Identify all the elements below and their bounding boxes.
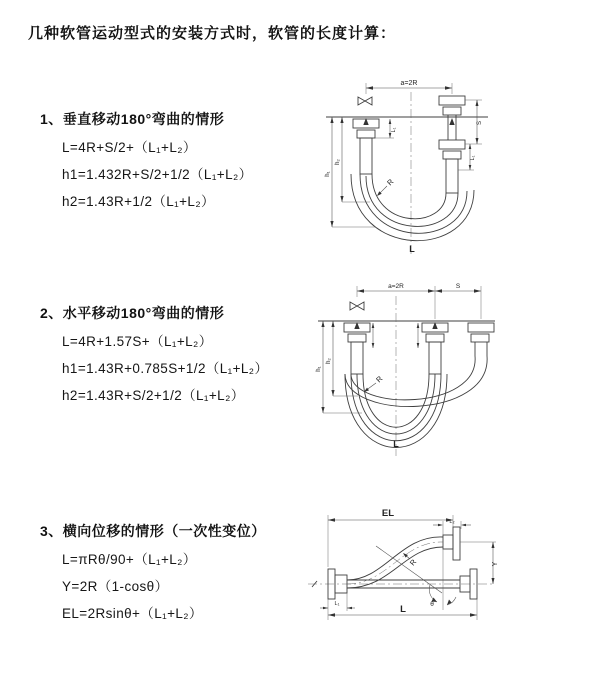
dimension-l1 xyxy=(320,593,355,611)
radius-label: R xyxy=(374,374,385,385)
formula-line: Y=2R（1-cosθ） xyxy=(62,579,169,594)
dim-label-h1: h₁ xyxy=(325,171,331,177)
displaced-flange xyxy=(443,527,460,560)
dim-label-a2r: a=2R xyxy=(388,283,404,290)
dimension-h1 xyxy=(316,321,362,413)
length-label: L xyxy=(409,244,415,254)
dim-label-el: EL xyxy=(381,508,395,519)
dimension-s xyxy=(465,100,483,144)
formula-line: L=4R+S/2+（L₁+L₂） xyxy=(62,140,197,155)
middle-leg-fitting xyxy=(417,322,448,374)
section-3-heading: 3、横向位移的情形（一次性变位） xyxy=(40,523,266,539)
dimension-l2 xyxy=(433,519,471,529)
dim-label-h2: h₂ xyxy=(326,358,332,364)
hose-curves-moved xyxy=(345,356,487,407)
formula-line: EL=2Rsinθ+（L₁+L₂） xyxy=(62,606,203,621)
right-leg-fitting xyxy=(468,323,494,356)
dim-label-l1: L₁ xyxy=(334,601,340,607)
dim-label-l2: L₂ xyxy=(449,519,455,525)
left-leg-fitting xyxy=(353,118,379,174)
dim-label-s: S xyxy=(455,283,461,290)
radius-label: R xyxy=(407,557,419,568)
dimension-l xyxy=(328,599,477,620)
right-leg-fitting xyxy=(439,96,465,193)
page-title: 几种软管运动型式的安装方式时，软管的长度计算： xyxy=(28,25,397,42)
formula-line: h1=1.43R+0.785S+1/2（L₁+L₂） xyxy=(62,361,269,376)
angle-label: θ xyxy=(430,601,434,608)
dim-label-l1: L₁ xyxy=(470,155,476,161)
dimension-y xyxy=(460,542,499,584)
dim-label-h1: h₁ xyxy=(316,366,322,372)
radius-label: R xyxy=(385,177,396,188)
section-2-heading: 2、水平移动180°弯曲的情形 xyxy=(40,305,225,321)
valve-icon xyxy=(350,302,364,310)
radius-leader xyxy=(403,553,419,567)
angle-construction xyxy=(376,529,456,610)
dim-label-y: Y xyxy=(492,561,499,567)
formula-line: h2=1.43R+1/2（L₁+L₂） xyxy=(62,194,215,209)
dim-label-l1: L₁ xyxy=(391,127,397,133)
dimension-width xyxy=(366,80,452,94)
dim-label-s: S xyxy=(477,120,483,126)
diagram-horizontal-180-bend xyxy=(310,276,600,462)
dimension-h1 xyxy=(325,117,376,227)
radius-leader xyxy=(364,374,385,392)
section-vertical-move xyxy=(40,109,253,221)
dimension-l1-left xyxy=(375,119,397,138)
section-lateral-displacement xyxy=(40,521,266,633)
dim-label-a2r: a=2R xyxy=(400,80,418,87)
dim-label-h2: h₂ xyxy=(335,159,341,165)
formula-line: L=4R+1.57S+（L₁+L₂） xyxy=(62,334,213,349)
diagram-lateral-displacement xyxy=(300,503,598,645)
section-1-heading: 1、垂直移动180°弯曲的情形 xyxy=(40,111,225,127)
length-label: L xyxy=(400,604,406,615)
left-leg-fitting xyxy=(344,322,374,374)
hose-curves xyxy=(351,174,474,241)
formula-line: L=πRθ/90+（L₁+L₂） xyxy=(62,552,197,567)
diagram-vertical-180-bend xyxy=(318,70,596,262)
length-label: L xyxy=(393,439,399,449)
formula-line: h2=1.43R+S/2+1/2（L₁+L₂） xyxy=(62,388,245,403)
valve-icon xyxy=(358,97,372,105)
dimension-width xyxy=(357,283,481,319)
section-horizontal-move xyxy=(40,303,268,415)
radius-leader xyxy=(377,177,396,196)
formula-line: h1=1.432R+S/2+1/2（L₁+L₂） xyxy=(62,167,253,182)
